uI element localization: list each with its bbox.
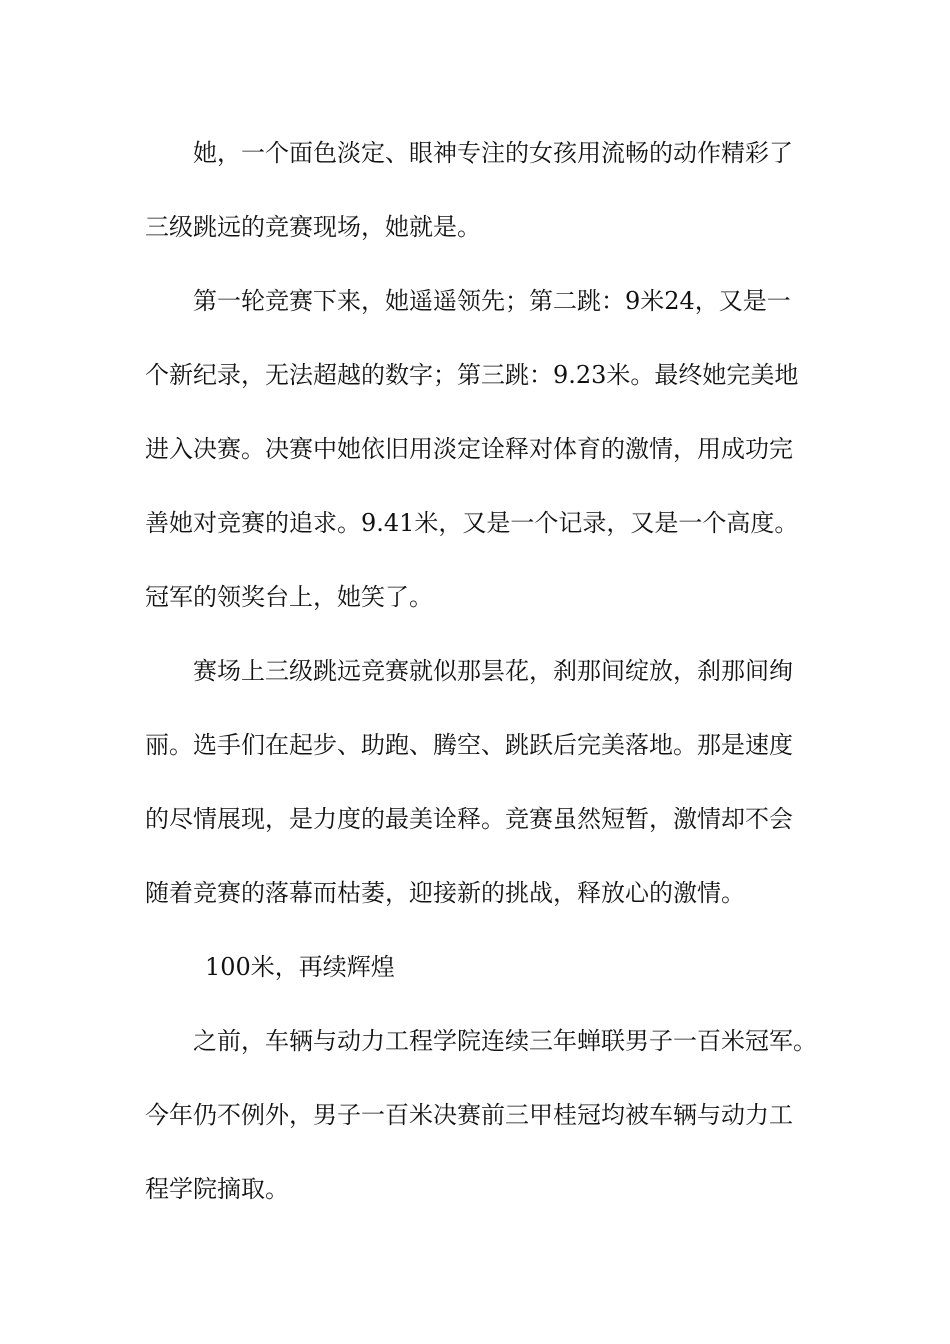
paragraph-4-line-2: 今年仍不例外，男子一百米决赛前三甲桂冠均被车辆与动力工	[145, 1101, 793, 1129]
paragraph-2-line-2: 个新纪录，无法超越的数字；第三跳：9.23米。最终她完美地	[145, 361, 799, 389]
paragraph-2-line-4: 善她对竞赛的追求。9.41米，又是一个记录，又是一个高度。	[145, 509, 799, 537]
paragraph-3-line-3: 的尽情展现，是力度的最美诠释。竞赛虽然短暂，激情却不会	[145, 805, 793, 833]
paragraph-2-line-5: 冠军的领奖台上，她笑了。	[145, 583, 433, 611]
section-heading: 100米，再续辉煌	[205, 953, 395, 981]
paragraph-3-line-4: 随着竞赛的落幕而枯萎，迎接新的挑战，释放心的激情。	[145, 879, 745, 907]
paragraph-4-line-1: 之前，车辆与动力工程学院连续三年蝉联男子一百米冠军。	[193, 1027, 817, 1055]
paragraph-4-line-3: 程学院摘取。	[145, 1175, 289, 1203]
paragraph-3-line-2: 丽。选手们在起步、助跑、腾空、跳跃后完美落地。那是速度	[145, 731, 793, 759]
paragraph-3-line-1: 赛场上三级跳远竞赛就似那昙花，刹那间绽放，刹那间绚	[193, 657, 793, 685]
paragraph-1-line-2: 三级跳远的竞赛现场，她就是。	[145, 213, 481, 241]
paragraph-1-line-1: 她，一个面色淡定、眼神专注的女孩用流畅的动作精彩了	[193, 139, 793, 167]
paragraph-2-line-3: 进入决赛。决赛中她依旧用淡定诠释对体育的激情，用成功完	[145, 435, 793, 463]
paragraph-2-line-1: 第一轮竞赛下来，她遥遥领先；第二跳：9米24，又是一	[193, 287, 791, 315]
